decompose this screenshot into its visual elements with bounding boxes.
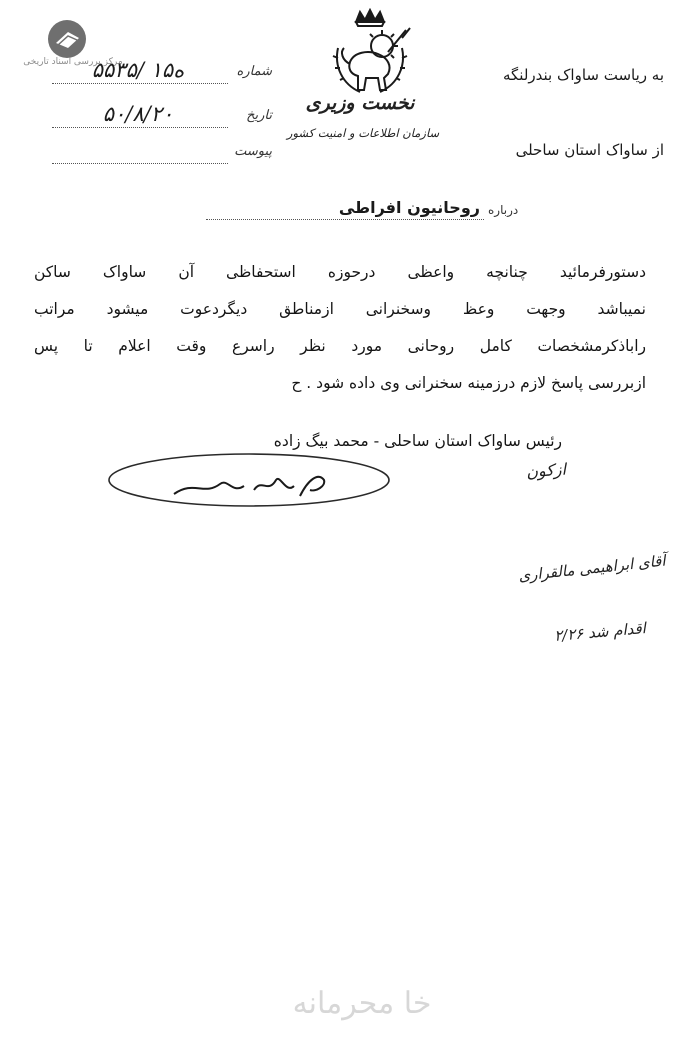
sender-line: از ساواک استان ساحلی [515,141,664,159]
archive-logo-icon [46,18,88,60]
ministry-name: نخست وزیری [305,92,415,114]
date-value: ۵۰/۸/۲۰ [102,102,174,126]
recipient-line: به ریاست ساواک بندرلنگه [502,66,664,84]
number-label: شماره [236,64,272,79]
number-value: ۵۵۳۵/ ۱۵ه [91,58,185,82]
signature-mark [104,450,394,510]
subject-dots [206,219,484,220]
handwritten-note: اقدام شد ۲/۲۶ [553,619,647,646]
date-label: تاریخ [246,108,272,123]
letter-body [34,254,646,402]
attachment-dots [52,163,228,164]
organization-name: سازمان اطلاعات و امنیت کشور [286,126,440,140]
body-line: نمیباشد وجهت وعظ وسخنرانی ازمناطق دیگردعوت میشود مراتب [34,300,646,318]
lion-and-sun-emblem-icon [322,8,418,100]
attachment-field [52,142,272,168]
attachment-label: پیوست [234,144,272,159]
body-line: راباذکرمشخصات کامل روحانی مورد نظر راسرع وقت اعلام تا پس [34,337,646,355]
body-line: دستورفرمائید چنانچه واعظی درحوزه استحفاظی آن ساواک ساکن [34,263,646,281]
signer-line: رئیس ساواک استان ساحلی - محمد بیگ زاده [273,432,562,450]
subject-label: درباره [488,203,519,217]
date-dots [52,127,228,128]
body-line: ازبررسی پاسخ لازم درزمینه سخنرانی وی داده شود . ح [291,374,646,392]
date-field [52,102,272,132]
handwritten-note: آقای ابراهیمی مالقراری [517,551,667,585]
number-dots [52,83,228,84]
signature-note: ازکون [525,459,567,482]
faint-stamp: خا محرمانه [292,986,432,1021]
watermark-text: مرکز بررسی اسناد تاریخی [23,57,123,67]
subject-value: روحانیون افراطی [338,198,480,217]
